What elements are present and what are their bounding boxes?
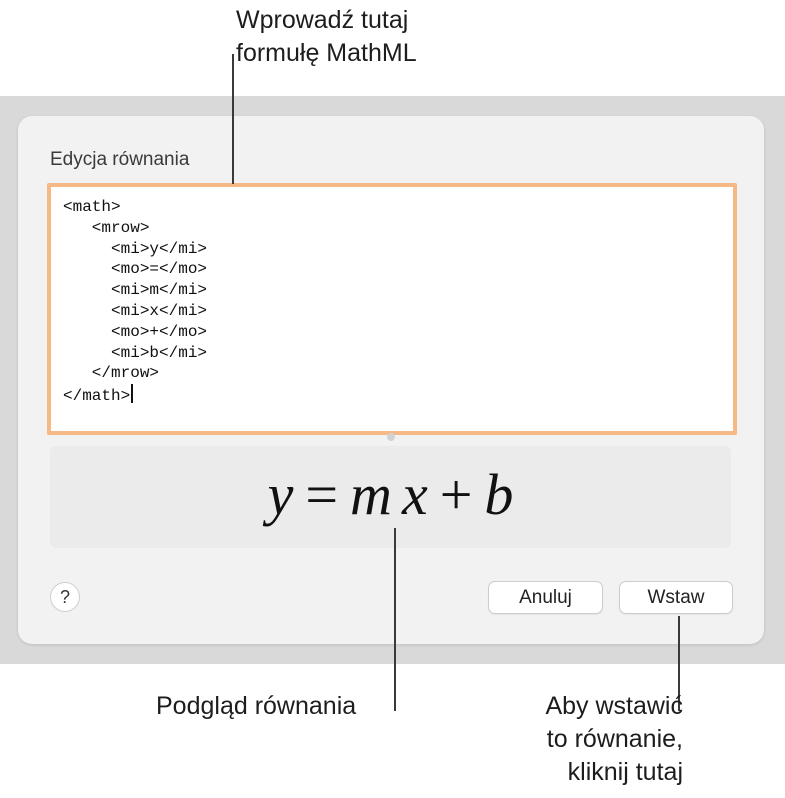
callout-enter-mathml [236, 4, 417, 70]
equation-b: b [484, 462, 514, 527]
code-line: <mo>+</mo> [63, 322, 208, 341]
resize-handle[interactable] [387, 433, 395, 441]
callout-text: Aby wstawić [545, 692, 683, 720]
code-line: <mi>m</mi> [63, 281, 208, 300]
code-line: <mi>x</mi> [63, 301, 208, 320]
equation-plus: + [439, 462, 473, 527]
code-line-last [63, 384, 207, 405]
callout-line-preview [394, 528, 396, 711]
dialog-title: Edycja równania [50, 149, 190, 170]
callout-insert-equation [500, 690, 683, 789]
code-line: <mi>y</mi> [63, 239, 208, 258]
cancel-button[interactable]: Anuluj [488, 581, 603, 614]
callout-line-editor [232, 54, 234, 184]
equation-preview [50, 446, 731, 548]
insert-button[interactable]: Wstaw [619, 581, 733, 614]
mathml-code[interactable] [63, 197, 207, 405]
mathml-editor[interactable] [47, 183, 737, 435]
rendered-equation [50, 460, 731, 530]
text-caret [131, 384, 133, 403]
callout-text: to równanie, [546, 725, 683, 753]
equation-y: y [267, 462, 294, 527]
equation-dialog [18, 116, 764, 644]
callout-text: formułę MathML [236, 39, 417, 67]
callout-equation-preview: Podgląd równania [156, 692, 357, 720]
code-line: </mrow> [63, 364, 160, 383]
equation-equals: = [305, 462, 339, 527]
equation-x: x [401, 462, 428, 527]
equation-m: m [350, 462, 392, 527]
help-button[interactable]: ? [50, 582, 80, 612]
callout-text: Wprowadź tutaj [236, 6, 409, 34]
callout-text: kliknij tutaj [567, 758, 683, 786]
code-line: <mrow> [63, 218, 150, 237]
code-line: <math> [63, 198, 121, 216]
code-line: <mi>b</mi> [63, 343, 208, 362]
code-line: <mo>=</mo> [63, 260, 208, 279]
code-line-text: </math> [63, 387, 131, 406]
